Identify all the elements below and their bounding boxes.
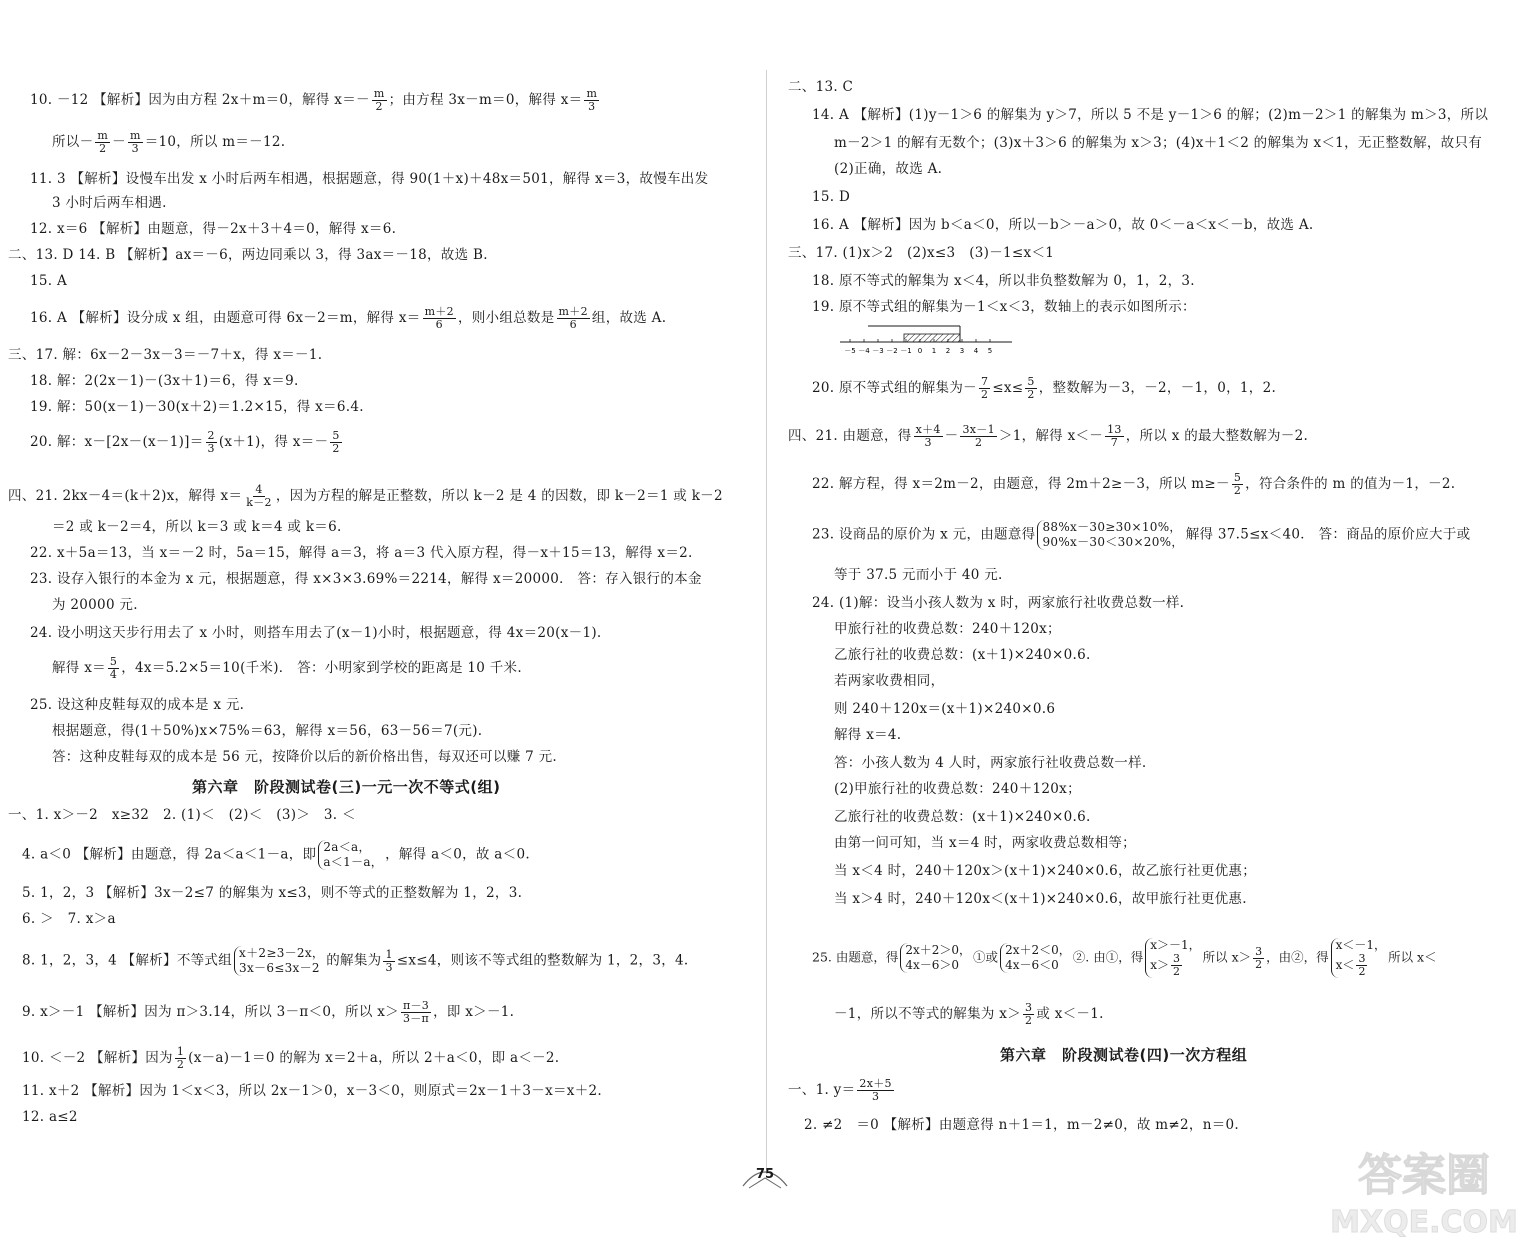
answer-19: 19. 解：50(x－1)－30(x＋2)＝1.2×15，得 x＝6.4. (30, 399, 364, 415)
fraction: $\frac{1}{2}$ (176, 1045, 185, 1071)
answer-r24-line: 若两家收费相同， (834, 673, 945, 689)
fraction: $\frac{5}{2}$ (1027, 375, 1035, 401)
answer-t1: 一、1. y＝ $\frac{2x+5}{3}$ (788, 1077, 892, 1103)
answer-25-line3: 答：这种皮鞋每双的成本是 56 元，按降价以后的新价格出售，每双还可以赚 7 元. (52, 749, 558, 765)
number-line-figure (836, 322, 1016, 362)
answer-r24-line: 答：小孩人数为 4 人时，两家旅行社收费总数一样. (834, 755, 1147, 771)
fraction: $\frac{13}{7}$ (1107, 423, 1122, 449)
answer-r24: 24. (1)解：设当小孩人数为 x 时，两家旅行社收费总数一样. (812, 595, 1185, 611)
fraction: $\frac{7}{2}$ (980, 375, 989, 401)
inequality-system: x＞－1， x＞ $\frac{3}{2}$ (1145, 938, 1200, 978)
answer-s11: 11. x＋2 【解析】因为 1＜x＜3，所以 2x－1＞0，x－3＜0，则原式＝2x－1＋3－x＝x＋2. (22, 1083, 602, 1099)
fraction: $\frac{1}{3}$ (385, 947, 393, 974)
answer-r21: 四、21. 由题意，得 $\frac{x+4}{3}$ － $\frac{3x-1}{2}$ ＞1，解得 x＜－ $\frac{13}{7}$ ，所以 x 的最大整数解为－2. (788, 423, 1309, 449)
answer-13: 二、13. D 14. B 【解析】ax＝－6，两边同乘以 3，得 3ax＝－18，故选 B. (8, 247, 488, 263)
answer-11-cont: 3 小时后两车相遇. (52, 195, 167, 211)
answer-r24-line: 则 240＋120x＝(x＋1)×240×0.6 (834, 701, 1056, 717)
answer-s8: 8. 1，2，3，4 【解析】不等式组 x＋2≥3－2x， 3x－6≤3x－2 的解集为 $\frac{1}{3}$ ≤x≤4，则该不等式组的整数解为 1，2，3，4. (22, 946, 689, 975)
answer-r24-line: (2)甲旅行社的收费总数：240＋120x； (834, 781, 1081, 797)
answer-s4: 4. a＜0 【解析】由题意，得 2a＜a＜1－a，即 2a＜a， a＜1－a， ，解得 a＜0，故 a＜0. (22, 840, 530, 869)
fraction: $\frac{m+2}{6}$ (558, 305, 588, 331)
answer-24: 24. 设小明这天步行用去了 x 小时，则搭车用去了(x－1)小时，根据题意，得 4x＝20(x－1). (30, 625, 602, 641)
column-divider (766, 70, 767, 1170)
fraction: $\frac{3}{2}$ (1025, 1001, 1033, 1027)
answer-15: 15. A (30, 273, 68, 289)
answer-21-cont: ＝2 或 k－2＝4，所以 k＝3 或 k＝4 或 k＝6. (52, 519, 342, 535)
answer-10-cont: 所以－ $\frac{m}{2}$ － $\frac{m}{3}$ ＝10，所以 m＝－12. (52, 129, 286, 155)
fraction: $\frac{m}{3}$ (586, 87, 598, 113)
page-number-badge (735, 1156, 795, 1196)
fraction: $\frac{m}{2}$ (97, 129, 109, 155)
answer-11: 11. 3 【解析】设慢车出发 x 小时后两车相遇，根据题意，得 90(1＋x)＋48x＝501，解得 x＝3，故慢车出发 (30, 171, 709, 187)
answer-r20: 20. 原不等式组的解集为－ $\frac{7}{2}$ ≤x≤ $\frac{5}{2}$ ，整数解为－3，－2，－1，0，1，2. (812, 375, 1277, 401)
inequality-system: x＜－1， x＜ $\frac{3}{2}$ (1331, 938, 1386, 978)
watermark-url: MXQE.COM (1330, 1205, 1518, 1240)
answer-r24-line: 当 x＞4 时，240＋120x＜(x＋1)×240×0.6，故甲旅行社更优惠. (834, 891, 1247, 907)
fraction: $\frac{3x-1}{2}$ (962, 423, 995, 449)
answer-r14-line2: m－2＞1 的解有无数个；(3)x＋3＞6 的解集为 x＞3；(4)x＋1＜2 的解集为 x＜1，无正整数解，故只有 (834, 135, 1483, 151)
fraction: $\frac{2x+5}{3}$ (859, 1077, 892, 1103)
answer-r24-line: 解得 x＝4. (834, 727, 902, 743)
fraction: $\frac{\pi-3}{3-\pi}$ (402, 999, 430, 1025)
fraction: $\frac{m}{2}$ (373, 87, 385, 113)
answer-r18: 18. 原不等式的解集为 x＜4，所以非负整数解为 0，1，2，3. (812, 273, 1195, 289)
tick-label: 2 (945, 347, 951, 355)
tick-label: 0 (917, 347, 923, 355)
answer-r19: 19. 原不等式组的解集为－1＜x＜3，数轴上的表示如图所示： (812, 299, 1196, 315)
section-heading: 第六章 阶段测试卷(三)一元一次不等式(组) (192, 778, 501, 796)
solution-shading (904, 334, 960, 342)
answer-s10: 10. ＜－2 【解析】因为 $\frac{1}{2}$ (x－a)－1＝0 的解为 x＝2＋a，所以 2＋a＜0，即 a＜－2. (22, 1045, 560, 1071)
fraction: $\frac{3}{2}$ (1255, 944, 1263, 971)
tick-label: －3 (872, 347, 884, 355)
inequality-system: x＋2≥3－2x， 3x－6≤3x－2 (234, 946, 324, 976)
answer-r25-cont: －1，所以不等式的解集为 x＞ $\frac{3}{2}$ 或 x＜－1. (834, 1001, 1104, 1027)
answer-r23-cont: 等于 37.5 元而小于 40 元. (834, 567, 1003, 583)
inequality-system: 2a＜a， a＜1－a， (318, 840, 383, 870)
tick-label: －1 (900, 347, 912, 355)
answer-r24-line: 乙旅行社的收费总数：(x＋1)×240×0.6. (834, 809, 1091, 825)
answer-24-cont: 解得 x＝ $\frac{5}{4}$ ，4x＝5.2×5＝10(千米)． 答：小明家到学校的距离是 10 千米. (52, 655, 522, 681)
answer-s12: 12. a≤2 (22, 1109, 78, 1125)
answer-s1: 一、1. x＞－2 x≥32 2. (1)＜ (2)＜ (3)＞ 3. ＜ (8, 807, 356, 823)
answer-23-cont: 为 20000 元. (52, 597, 138, 613)
answer-s9: 9. x＞－1 【解析】因为 π＞3.14，所以 3－π＜0，所以 x＞ $\frac{\pi-3}{3-\pi}$ ，即 x＞－1. (22, 999, 515, 1025)
answer-21: 四、21. 2kx－4＝(k＋2)x，解得 x＝ $\frac{4}{k-2}$ ，因为方程的解是正整数，所以 k－2 是 4 的因数，即 k－2＝1 或 k－2 (8, 483, 723, 509)
answer-r24-line: 当 x＜4 时，240＋120x＞(x＋1)×240×0.6，故乙旅行社更优惠； (834, 863, 1257, 879)
answer-20: 20. 解：x－[2x－(x－1)]＝ $\frac{2}{3}$ (x＋1)，得 x＝－ $\frac{5}{2}$ (30, 429, 340, 455)
answer-s5: 5. 1，2，3 【解析】3x－2≤7 的解集为 x≤3，则不等式的正整数解为 1，2，3. (22, 885, 523, 901)
answer-23: 23. 设存入银行的本金为 x 元，根据题意，得 x×3×3.69%＝2214，解得 x＝20000． 答：存入银行的本金 (30, 571, 702, 587)
answer-18: 18. 解：2(2x－1)－(3x＋1)＝6，得 x＝9. (30, 373, 299, 389)
fraction: $\frac{m+2}{6}$ (424, 305, 454, 331)
answer-r14: 14. A 【解析】(1)y－1＞6 的解集为 y＞7，所以 5 不是 y－1＞6 的解；(2)m－2＞1 的解集为 m＞3，所以 (812, 107, 1489, 123)
answer-10: 10. －12 【解析】因为由方程 2x＋m＝0，解得 x＝－ $\frac{m}{2}$ ；由方程 3x－m＝0，解得 x＝ $\frac{m}{3}$ (30, 87, 598, 113)
tick-label: 1 (931, 347, 937, 355)
tick-label: －4 (858, 347, 870, 355)
answer-16: 16. A 【解析】设分成 x 组，由题意可得 6x－2＝m，解得 x＝ $\frac{m+2}{6}$ ，则小组总数是 $\frac{m+2}{6}$ 组，故选 A. (30, 305, 667, 331)
inequality-system: 88%x－30≥30×10%， 90%x－30＜30×20%， (1037, 520, 1183, 550)
watermark-text: 答案圈 (1358, 1150, 1490, 1201)
fraction: $\frac{3}{2}$ (1172, 952, 1180, 978)
tick-label: 5 (987, 347, 993, 355)
answer-r22: 22. 解方程，得 x＝2m－2，由题意，得 2m＋2≥－3，所以 m≥－ $\frac{5}{2}$ ，符合条件的 m 的值为－1，－2. (812, 471, 1456, 497)
answer-t2: 2. ≠2 ＝0 【解析】由题意得 n＋1＝1，m－2≠0，故 m≠2，n＝0. (804, 1117, 1239, 1133)
inequality-system: 2x＋2＞0， 4x－6＞0 (900, 943, 971, 973)
tick-label: －2 (886, 347, 898, 355)
answer-r14-line3: (2)正确，故选 A. (834, 161, 943, 177)
fraction: $\frac{2}{3}$ (207, 429, 215, 455)
watermark-logo (1312, 1140, 1532, 1240)
answer-22: 22. x＋5a＝13，当 x＝－2 时，5a＝15，解得 a＝3，将 a＝3 代入原方程，得－x＋15＝13，解得 x＝2. (30, 545, 693, 561)
answer-s6: 6. ＞ 7. x＞a (22, 911, 116, 927)
page-number: 75 (755, 1167, 775, 1182)
fraction: $\frac{5}{2}$ (332, 429, 340, 455)
answer-r13: 二、13. C (788, 79, 854, 95)
answer-r24-line: 乙旅行社的收费总数：(x＋1)×240×0.6. (834, 647, 1091, 663)
section-heading-2: 第六章 阶段测试卷(四)一次方程组 (1000, 1046, 1248, 1064)
fraction: $\frac{x+4}{3}$ (915, 423, 941, 449)
right-column (768, 0, 1536, 1241)
tick-label: －5 (844, 347, 856, 355)
answer-17: 三、17. 解：6x－2－3x－3＝－7＋x，得 x＝－1. (8, 347, 323, 363)
answer-r23: 23. 设商品的原价为 x 元，由题意得 88%x－30≥30×10%， 90%x－30＜30×20%， 解得 37.5≤x＜40． 答：商品的原价应大于或 (812, 520, 1471, 549)
answer-12: 12. x＝6 【解析】由题意，得－2x＋3＋4＝0，解得 x＝6. (30, 221, 397, 237)
inequality-system: 2x＋2＜0， 4x－6＜0 (1000, 943, 1071, 973)
answer-r24-line: 甲旅行社的收费总数：240＋120x； (834, 621, 1061, 637)
answer-25-line2: 根据题意，得(1＋50%)x×75%＝63，解得 x＝56，63－56＝7(元). (52, 723, 483, 739)
answer-r15: 15. D (812, 189, 851, 205)
fraction: $\frac{4}{k-2}$ (246, 483, 272, 509)
fraction: $\frac{5}{4}$ (109, 655, 118, 681)
fraction: $\frac{3}{2}$ (1358, 952, 1366, 978)
answer-r25: 25. 由题意，得 2x＋2＞0， 4x－6＞0 ①或 2x＋2＜0， 4x－6＜0 ②. 由①，得 x＞－1， x＞ $\frac{3}{2}$ 所以 x＞ $\frac{3}{2}$ ，由②，得 x＜－1， x＜ $\frac{3}{2}$ 所以 x＜ (812, 938, 1437, 978)
answer-r17: 三、17. (1)x＞2 (2)x≤3 (3)－1≤x＜1 (788, 245, 1055, 261)
tick-label: 4 (973, 347, 979, 355)
answer-25: 25. 设这种皮鞋每双的成本是 x 元. (30, 697, 245, 713)
tick-label: 3 (959, 347, 965, 355)
answer-r16: 16. A 【解析】因为 b＜a＜0，所以－b＞－a＞0，故 0＜－a＜x＜－b，故选 A. (812, 217, 1314, 233)
answer-r24-line: 由第一问可知，当 x＝4 时，两家收费总数相等； (834, 835, 1136, 851)
fraction: $\frac{5}{2}$ (1233, 471, 1242, 497)
fraction: $\frac{m}{3}$ (129, 129, 141, 155)
